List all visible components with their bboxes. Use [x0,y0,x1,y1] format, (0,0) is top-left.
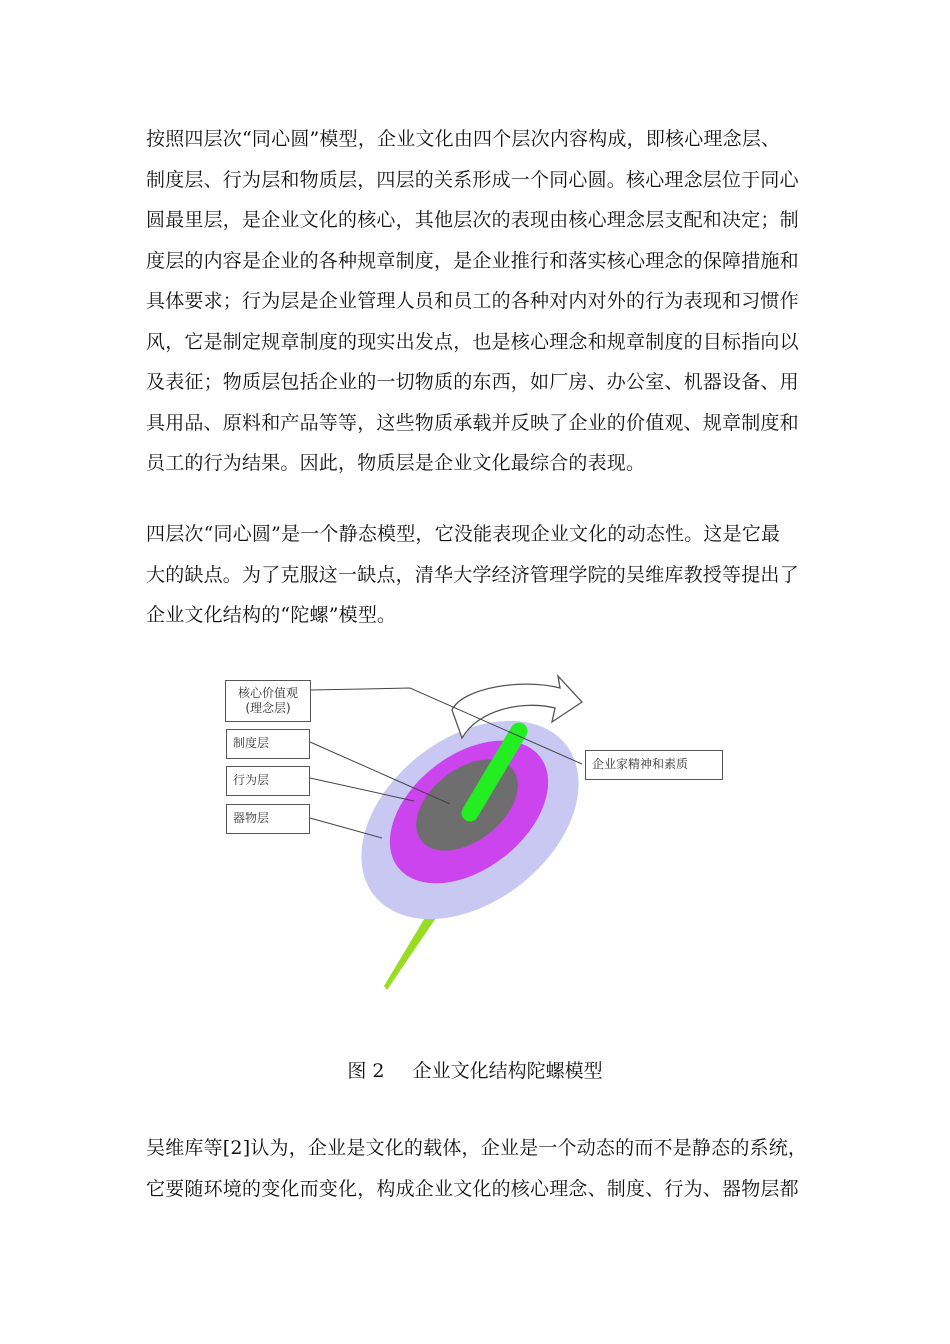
text-line: 它要随环境的变化而变化，构成企业文化的核心理念、制度、行为、器物层都 [146,1177,799,1200]
figure-title: 企业文化结构陀螺模型 [412,1060,603,1082]
label-object-layer: 器物层 [226,804,310,834]
paragraph-concentric-model [146,119,798,484]
text-line: 制度层、行为层和物质层，四层的关系形成一个同心圆。核心理念层位于同心 [146,168,799,191]
text-line: 企业文化结构的“陀螺”模型。 [146,604,397,626]
label-core-values-line1: 核心价值观 [237,686,298,700]
figure-number: 图 2 [347,1060,385,1082]
label-system-layer: 制度层 [226,729,310,759]
text-line: 具用品、原料和产品等等，这些物质承载并反映了企业的价值观、规章制度和 [146,411,799,434]
label-behavior-layer: 行为层 [226,766,310,796]
text-line: 大的缺点。为了克服这一缺点，清华大学经济管理学院的吴维库教授等提出了 [146,563,799,586]
text-line: 按照四层次“同心圆”模型，企业文化由四个层次内容构成，即核心理念层、 [146,128,781,150]
text-line: 风，它是制定规章制度的现实出发点，也是核心理念和规章制度的目标指向以 [146,330,799,353]
paragraph-static-model-drawback [146,514,798,636]
text-line: 度层的内容是企业的各种规章制度，是企业推行和落实核心理念的保障措施和 [146,249,799,272]
text-line: 及表征；物质层包括企业的一切物质的东西，如厂房、办公室、机器设备、用 [146,371,799,393]
label-entrepreneur-spirit: 企业家精神和素质 [585,750,723,780]
label-core-values [225,680,311,722]
figure-caption [0,1057,950,1085]
gyroscope-model-figure [222,668,728,994]
text-line: 吴维库等[2]认为，企业是文化的载体，企业是一个动态的而不是静态的系统， [146,1137,808,1159]
text-line: 具体要求；行为层是企业管理人员和员工的各种对内对外的行为表现和习惯作 [146,290,799,312]
label-core-values-line2: (理念层) [245,701,291,715]
paragraph-dynamic-system [146,1128,808,1209]
text-line: 圆最里层，是企业文化的核心，其他层次的表现由核心理念层支配和决定；制 [146,209,799,231]
text-line: 员工的行为结果。因此，物质层是企业文化最综合的表现。 [146,452,646,474]
text-line: 四层次“同心圆”是一个静态模型，它没能表现企业文化的动态性。这是它最 [146,523,781,545]
